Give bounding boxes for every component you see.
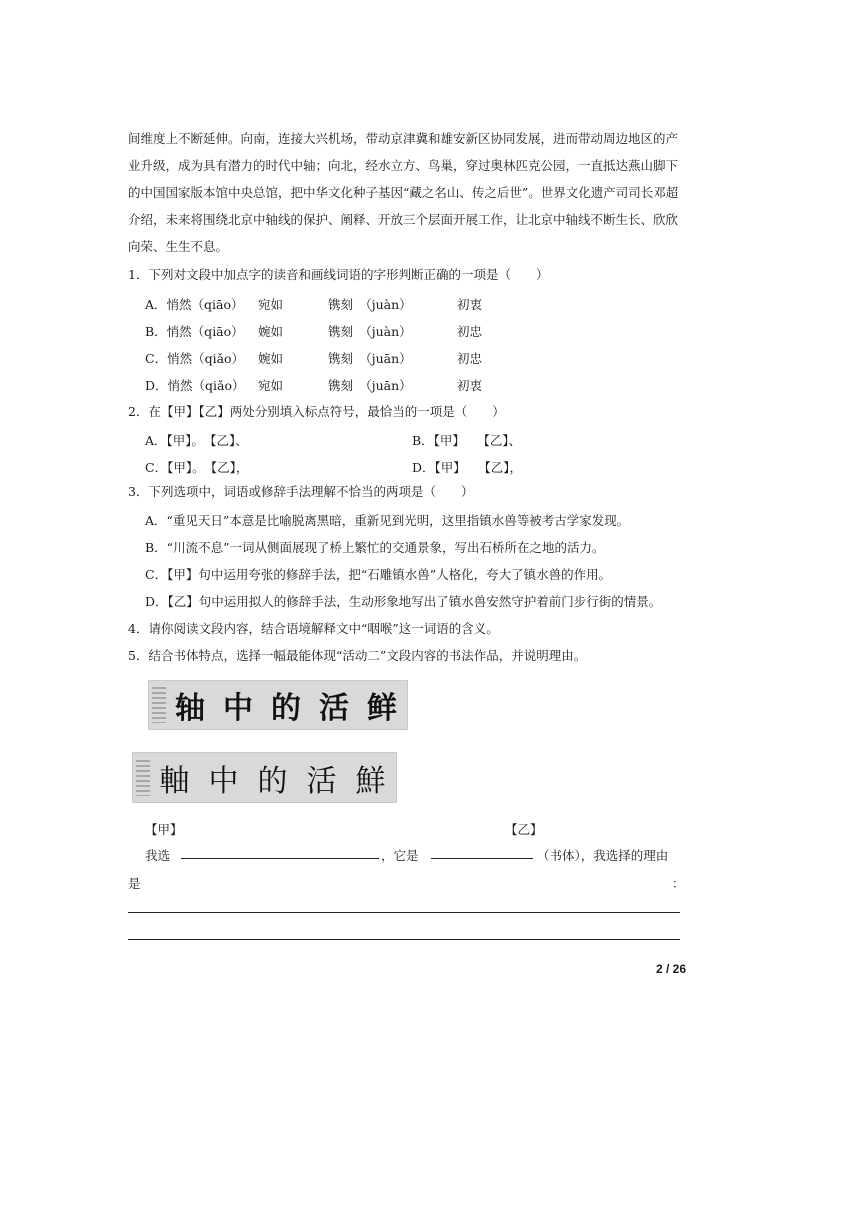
label-jia: 【甲】 [145, 822, 183, 837]
calligraphy-char: 軸 [159, 763, 190, 799]
question-3-option-d: D．【乙】句中运用拟人的修辞手法，生动形象地写出了镇水兽安然守护着前门步行街的情景。 [145, 594, 662, 609]
calligraphy-char: 的 [257, 763, 288, 799]
option-label: D．悄然（qiǎo） [145, 378, 245, 393]
question-2-option-a: A．【甲】。 【乙】、 [145, 433, 248, 448]
option-word: 宛如 [258, 297, 284, 312]
answer-text: （书体），我选择的理由 [537, 848, 669, 863]
option-label: C．悄然（qiǎo） [145, 351, 245, 366]
paragraph-line: 间维度上不断延伸。向南，连接大兴机场，带动京津冀和雄安新区协同发展，进而带动周边地区的产 [128, 131, 679, 146]
paragraph-line: 业升级，成为具有潜力的时代中轴；向北，经水立方、鸟巢，穿过奥林匹克公园，一直抵达燕山脚下 [128, 158, 679, 173]
option-word: 初衷 [457, 378, 483, 393]
paragraph-line: 向荣、生生不息。 [128, 239, 229, 254]
answer-text: 我选 [145, 848, 171, 863]
option-word: 镌刻 （juān） [328, 351, 412, 366]
answer-text: 是 [128, 876, 141, 891]
calligraphy-char: 鲜 [367, 691, 397, 726]
option-word: 婉如 [258, 351, 284, 366]
option-word: 婉如 [258, 324, 284, 339]
option-word: 镌刻 （juàn） [328, 297, 412, 312]
question-1-stem: 1．下列对文段中加点字的读音和画线词语的字形判断正确的一项是（ ） [128, 267, 549, 282]
question-2-stem: 2．在【甲】【乙】两处分别填入标点符号，最恰当的一项是（ ） [128, 404, 505, 419]
seal-mark [152, 687, 166, 723]
paragraph-line: 介绍，未来将围绕北京中轴线的保护、阐释、开放三个层面开展工作，让北京中轴线不断生长、欣欣 [128, 212, 679, 227]
paragraph-line: 的中国国家版本馆中央总馆，把中华文化种子基因“藏之名山、传之后世”。世界文化遗产司司长邓超 [128, 185, 679, 200]
calligraphy-char: 活 [306, 763, 337, 799]
option-word: 初衷 [457, 297, 483, 312]
option-word: 宛如 [258, 378, 284, 393]
question-3-option-c: C．【甲】句中运用夸张的修辞手法，把“石雕镇水兽”人格化，夸大了镇水兽的作用。 [145, 567, 612, 582]
option-label: A．悄然（qiāo） [145, 297, 244, 312]
question-2-option-d: D．【甲】 【乙】， [412, 460, 523, 475]
answer-text: ： [672, 876, 685, 891]
question-3-option-a: A．“重见天日”本意是比喻脱离黑暗，重新见到光明，这里指镇水兽等被考古学家发现。 [145, 513, 630, 528]
answer-text: ，它是 [381, 848, 419, 863]
question-2-option-c: C．【甲】。 【乙】， [145, 460, 249, 475]
seal-mark [136, 760, 150, 796]
option-word: 镌刻 （juàn） [328, 324, 412, 339]
option-word: 镌刻 （juān） [328, 378, 412, 393]
calligraphy-char: 的 [271, 691, 301, 726]
option-label: B．悄然（qiāo） [145, 324, 244, 339]
question-3-option-b: B．“川流不息”一词从侧面展现了桥上繁忙的交通景象，写出石桥所在之地的活力。 [145, 540, 605, 555]
question-2-option-b: B．【甲】 【乙】、 [412, 433, 522, 448]
question-4: 4．请你阅读文段内容，结合语境解释文中“咽喉”这一词语的含义。 [128, 621, 499, 636]
answer-blank-script[interactable] [431, 858, 533, 859]
question-5: 5．结合书体特点，选择一幅最能体现“活动二”文段内容的书法作品，并说明理由。 [128, 648, 587, 663]
calligraphy-jia-image [148, 680, 408, 730]
option-word: 初忠 [457, 324, 483, 339]
option-word: 初忠 [457, 351, 483, 366]
calligraphy-char: 中 [208, 763, 239, 799]
answer-blank-choice[interactable] [181, 858, 379, 859]
calligraphy-char: 活 [319, 691, 349, 726]
page-number: 2 / 26 [655, 962, 686, 976]
calligraphy-char: 中 [223, 691, 253, 726]
calligraphy-char: 轴 [175, 691, 205, 726]
answer-line[interactable] [128, 939, 680, 940]
calligraphy-yi-image [132, 752, 397, 803]
calligraphy-char: 鮮 [355, 763, 386, 799]
label-yi: 【乙】 [505, 822, 543, 837]
question-3-stem: 3．下列选项中，词语或修辞手法理解不恰当的两项是（ ） [128, 484, 474, 499]
answer-line[interactable] [128, 912, 680, 913]
